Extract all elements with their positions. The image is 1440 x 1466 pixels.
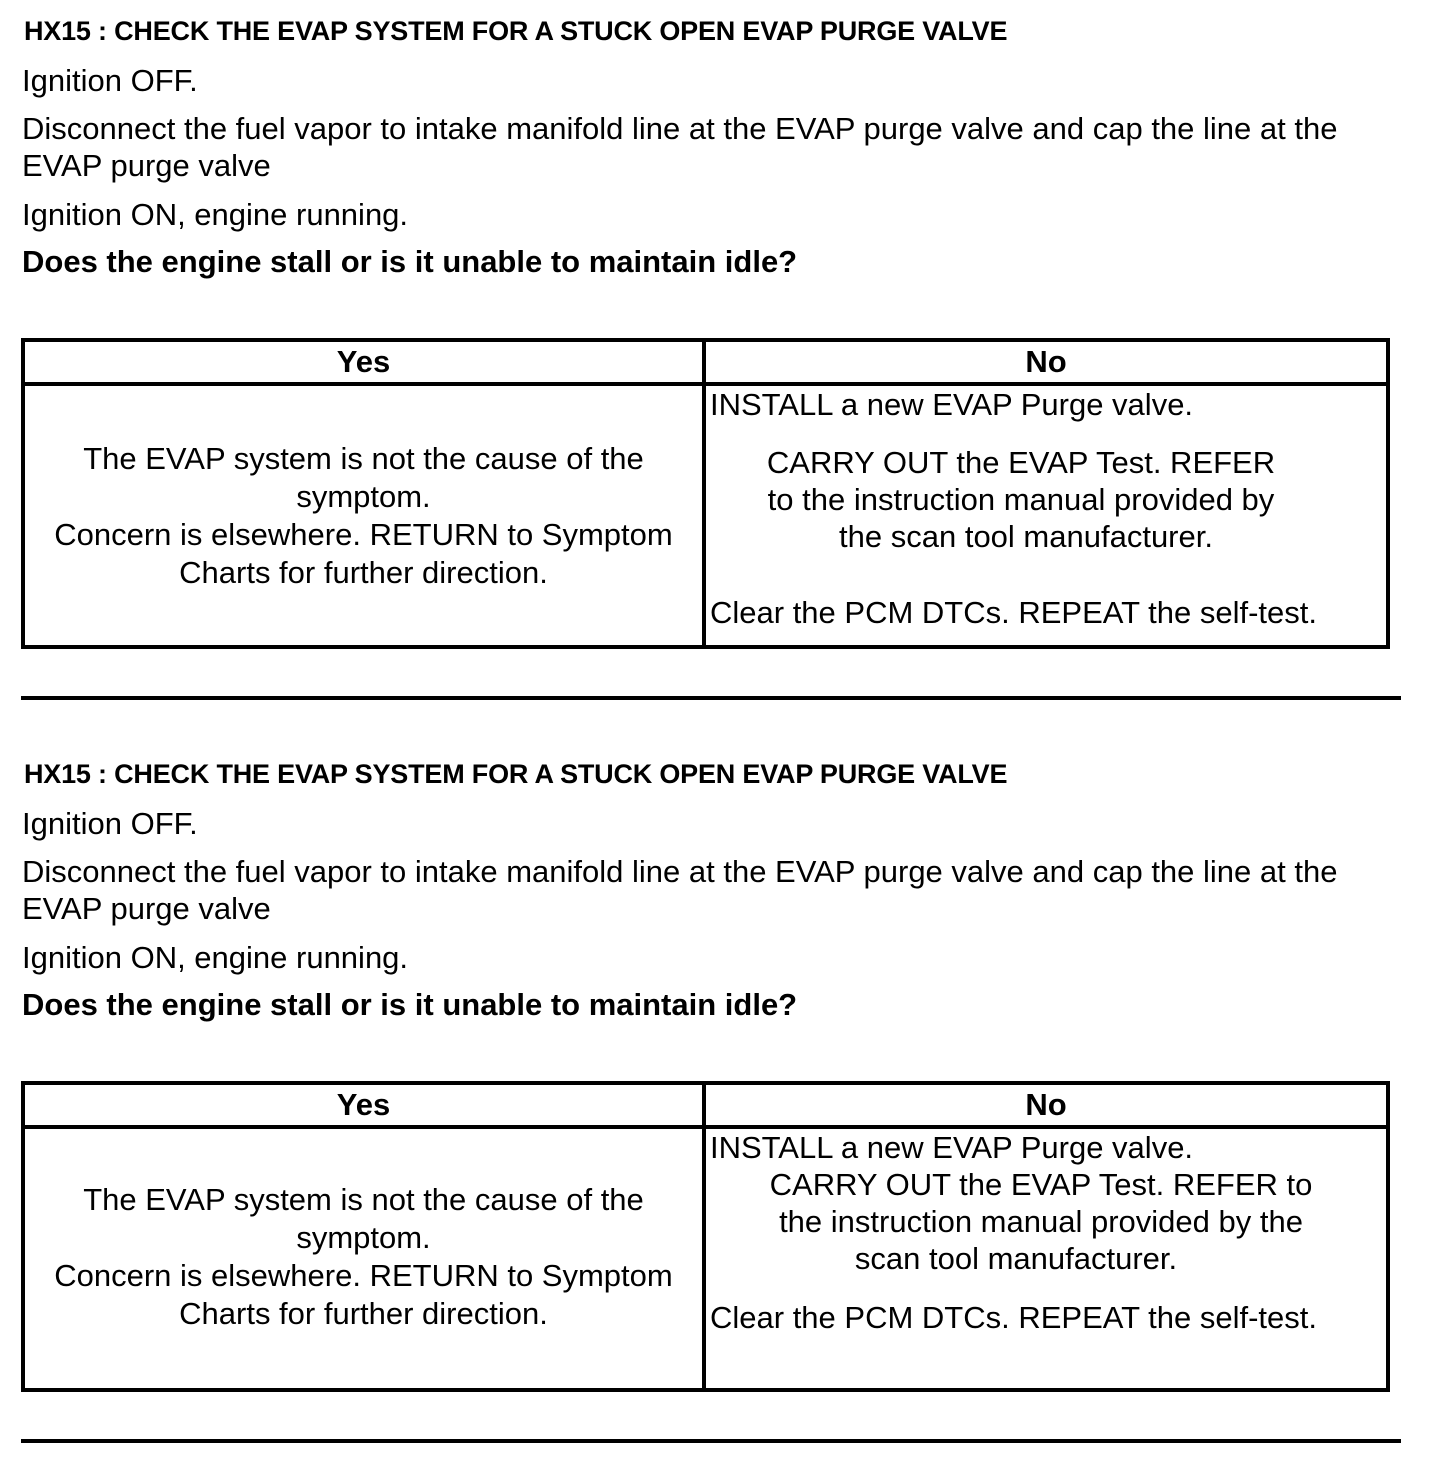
diagnostic-question: Does the engine stall or is it unable to maintain idle? xyxy=(22,987,798,1022)
decision-table-body xyxy=(25,386,1386,645)
no-carry-line: scan tool manufacturer. xyxy=(854,1241,1178,1276)
no-carry-line: the scan tool manufacturer. xyxy=(839,519,1213,554)
step-ignition-on: Ignition ON, engine running. xyxy=(22,940,409,975)
step-disconnect-line: Disconnect the fuel vapor to intake manifold line at the EVAP purge valve and cap the line at the EVAP purge valve xyxy=(22,854,1338,926)
decision-table xyxy=(21,338,1390,649)
yes-result-text: The EVAP system is not the cause of the symptom. Concern is elsewhere. RETURN to Symptom Charts for further direction. xyxy=(54,1182,673,1331)
yes-header: Yes xyxy=(25,342,706,382)
yes-header: Yes xyxy=(25,1085,706,1125)
no-header: No xyxy=(1025,344,1067,379)
no-header: No xyxy=(1025,1087,1067,1122)
step-ignition-off: Ignition OFF. xyxy=(22,63,198,98)
decision-table-body xyxy=(25,1129,1386,1388)
no-carry-line: to the instruction manual provided by xyxy=(767,482,1275,517)
yes-result xyxy=(25,1129,706,1388)
no-clear-text: Clear the PCM DTCs. REPEAT the self-test. xyxy=(710,1300,1317,1335)
no-result xyxy=(706,386,1386,645)
no-carry-line: CARRY OUT the EVAP Test. REFER to xyxy=(769,1167,1313,1202)
no-install-text: INSTALL a new EVAP Purge valve. xyxy=(710,1130,1194,1165)
decision-table-header xyxy=(25,1085,1386,1129)
no-install-text: INSTALL a new EVAP Purge valve. xyxy=(710,387,1194,422)
section-title: HX15 : CHECK THE EVAP SYSTEM FOR A STUCK OPEN EVAP PURGE VALVE xyxy=(24,16,1008,46)
section-title: HX15 : CHECK THE EVAP SYSTEM FOR A STUCK OPEN EVAP PURGE VALVE xyxy=(24,759,1008,789)
step-ignition-off: Ignition OFF. xyxy=(22,806,198,841)
step-disconnect-line: Disconnect the fuel vapor to intake manifold line at the EVAP purge valve and cap the line at the EVAP purge valve xyxy=(22,111,1338,183)
yes-result xyxy=(25,386,706,645)
no-carry-line: CARRY OUT the EVAP Test. REFER xyxy=(766,445,1276,480)
decision-table-header xyxy=(25,342,1386,386)
section-divider xyxy=(21,696,1401,700)
yes-result-text: The EVAP system is not the cause of the symptom. Concern is elsewhere. RETURN to Symptom Charts for further direction. xyxy=(54,440,673,590)
section-divider xyxy=(21,1439,1401,1443)
no-result xyxy=(706,1129,1386,1388)
step-ignition-on: Ignition ON, engine running. xyxy=(22,197,409,232)
no-clear-text: Clear the PCM DTCs. REPEAT the self-test. xyxy=(710,595,1317,630)
no-carry-line: the instruction manual provided by the xyxy=(779,1204,1303,1239)
diagnostic-question: Does the engine stall or is it unable to maintain idle? xyxy=(22,244,798,279)
decision-table xyxy=(21,1081,1390,1392)
